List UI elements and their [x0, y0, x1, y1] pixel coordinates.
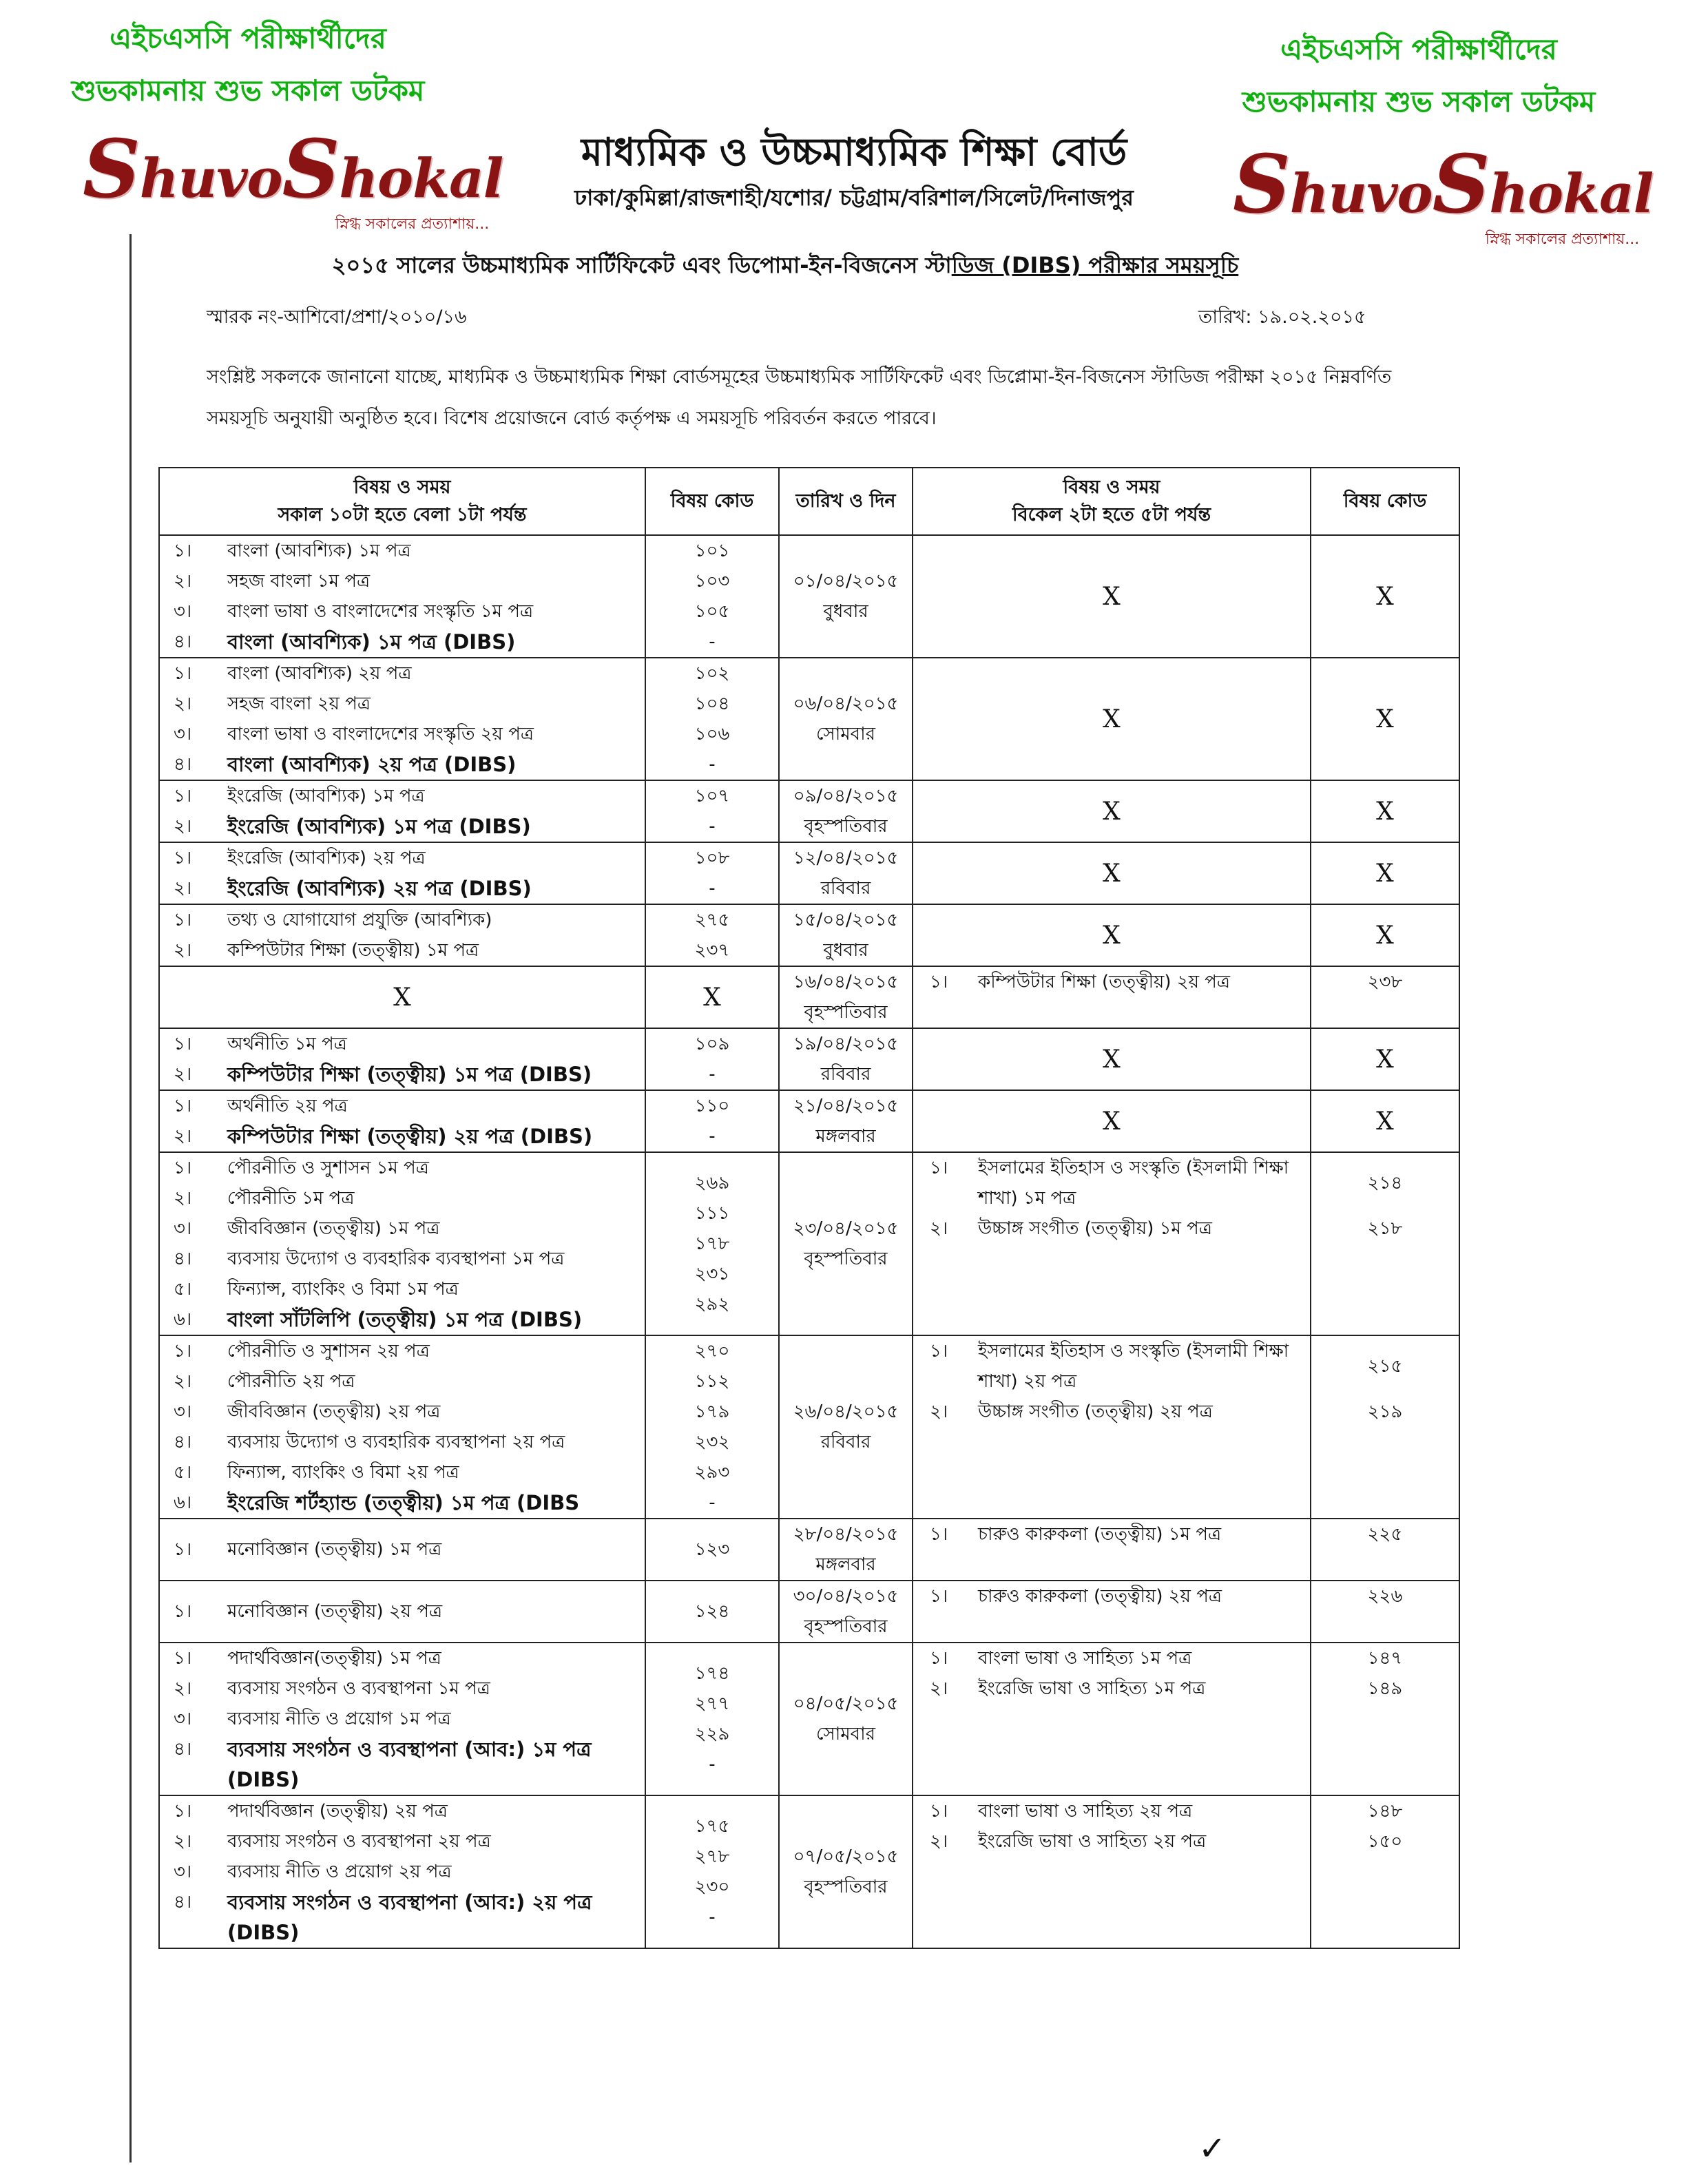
- morning-codes: [645, 1643, 779, 1795]
- board-cities: ঢাকা/কুমিল্লা/রাজশাহী/যশোর/ চট্টগ্রাম/বরিশাল/সিলেট/দিনাজপুর: [574, 185, 1134, 211]
- subject-code: ১০১: [694, 541, 730, 561]
- morning-subjects: [159, 780, 645, 842]
- morning-codes: [645, 1519, 779, 1581]
- subject-code: ২৭৫: [694, 910, 730, 930]
- subject-item: ৩। ব্যবসায় নীতি ও প্রয়োগ ১ম পত্র: [174, 1709, 451, 1729]
- logo-tagline: স্নিগ্ধ সকালের প্রত্যাশায়...: [1485, 231, 1640, 248]
- margin-rule: [129, 234, 132, 2162]
- afternoon-codes: [1311, 1581, 1459, 1643]
- exam-date: ২৮/০৪/২০১৫ মঙ্গলবার: [779, 1519, 913, 1581]
- afternoon-subjects: X: [913, 904, 1311, 966]
- subject-item: ২। কম্পিউটার শিক্ষা (তত্ত্বীয়) ১ম পত্র (DIBS): [174, 1063, 592, 1086]
- afternoon-codes: X: [1311, 780, 1459, 842]
- promo-text-right: [1205, 23, 1632, 128]
- afternoon-subjects: X: [913, 1090, 1311, 1152]
- intro-paragraph: সংশ্লিষ্ট সকলকে জানানো যাচ্ছে, মাধ্যমিক ও উচ্চমাধ্যমিক শিক্ষা বোর্ডসমূহের উচ্চমাধ্যমিক সার্টিফিকেট এবং ডিপ্লোমা-ইন-বিজনেস স্টাডিজ পরীক্ষা ২০১৫ নিম্নবর্ণিত সময়সূচি অনুযায়ী অনুষ্ঠিত হবে। বিশেষ প্রয়োজনে বোর্ড কর্তৃপক্ষ এ সময়সূচি পরিবর্তন করতে পারবে।: [207, 366, 1392, 429]
- table-row: [159, 1643, 1459, 1795]
- issue-date: তারিখ: ১৯.০২.২০১৫: [1198, 306, 1366, 328]
- subject-code: ১০৪: [694, 694, 730, 714]
- subject-item: ১। বাংলা (আবশ্যিক) ২য় পত্র: [174, 663, 412, 684]
- subject-item: ১। পদার্থবিজ্ঞান(তত্ত্বীয়) ১ম পত্র: [174, 1648, 441, 1669]
- exam-schedule-table: [158, 467, 1460, 1949]
- subject-item: ১। চারুও কারুকলা (তত্ত্বীয়) ১ম পত্র: [930, 1524, 1222, 1545]
- header-afternoon: বিষয় ও সময় বিকেল ২টা হতে ৫টা পর্যন্ত: [913, 468, 1311, 535]
- morning-subjects: [159, 842, 645, 904]
- morning-subjects: [159, 1090, 645, 1152]
- subject-code: ২৩১: [694, 1264, 730, 1284]
- promo-line-2: শুভকামনায় শুভ সকাল ডটকম: [71, 74, 425, 107]
- subject-code: -: [709, 632, 716, 652]
- morning-subjects: [159, 1795, 645, 1948]
- subject-item: ২। ব্যবসায় সংগঠন ও ব্যবস্থাপনা ২য় পত্র: [174, 1831, 491, 1852]
- subject-code: ২৩৭: [694, 940, 730, 961]
- afternoon-codes: X: [1311, 842, 1459, 904]
- subject-code: -: [709, 1126, 716, 1147]
- subject-item: ৪। বাংলা (আবশ্যিক) ১ম পত্র (DIBS): [174, 630, 516, 654]
- morning-subjects: [159, 1519, 645, 1581]
- table-row: [159, 1028, 1459, 1090]
- morning-codes: X: [645, 966, 779, 1028]
- subject-item: ২। কম্পিউটার শিক্ষা (তত্ত্বীয়) ২য় পত্র (DIBS): [174, 1125, 593, 1148]
- subject-item: ১। পৌরনীতি ও সুশাসন ১ম পত্র: [174, 1158, 429, 1178]
- subject-code: ১৪৭: [1367, 1648, 1403, 1669]
- afternoon-subjects: [913, 1795, 1311, 1948]
- afternoon-codes: X: [1311, 1090, 1459, 1152]
- subject-code: ২৩২: [694, 1432, 730, 1452]
- exam-date: ২১/০৪/২০১৫ মঙ্গলবার: [779, 1090, 913, 1152]
- morning-codes: [645, 1028, 779, 1090]
- afternoon-codes: X: [1311, 904, 1459, 966]
- subject-item: ২। ব্যবসায় সংগঠন ও ব্যবস্থাপনা ১ম পত্র: [174, 1678, 490, 1699]
- subject-code: ১০৮: [694, 848, 730, 868]
- subject-code: ২৭৮: [694, 1846, 730, 1867]
- subject-code: ১১০: [694, 1096, 730, 1116]
- morning-subjects: [159, 1335, 645, 1519]
- subject-code: ১৫০: [1367, 1831, 1403, 1852]
- subject-code: ২২৯: [694, 1724, 730, 1744]
- subject-code: ২২৬: [1367, 1586, 1403, 1607]
- subject-code: ২৯৩: [694, 1462, 730, 1483]
- subject-code: -: [709, 754, 716, 775]
- table-row: [159, 1152, 1459, 1335]
- subject-item: ৫। ফিন্যান্স, ব্যাংকিং ও বিমা ২য় পত্র: [174, 1462, 459, 1483]
- subject-code: -: [709, 1492, 716, 1513]
- shuvo-shokal-logo: ShuvoShokal স্নিগ্ধ সকালের প্রত্যাশায়...: [1233, 138, 1653, 253]
- afternoon-subjects: [913, 1152, 1311, 1335]
- subject-item: ৩। বাংলা ভাষা ও বাংলাদেশের সংস্কৃতি ১ম পত্র: [174, 601, 534, 622]
- table-row: [159, 1795, 1459, 1948]
- logo-tagline: স্নিগ্ধ সকালের প্রত্যাশায়...: [335, 216, 490, 233]
- exam-date: ১৯/০৪/২০১৫ রবিবার: [779, 1028, 913, 1090]
- subject-item: ৫। ফিন্যান্স, ব্যাংকিং ও বিমা ১ম পত্র: [174, 1279, 459, 1300]
- subject-item: ১। অর্থনীতি ২য় পত্র: [174, 1096, 348, 1116]
- subject-item: ৪। ব্যবসায় সংগঠন ও ব্যবস্থাপনা (আব:) ১ম পত্র (DIBS): [174, 1738, 592, 1791]
- subject-item: ২। ইংরেজি (আবশ্যিক) ১ম পত্র (DIBS): [174, 815, 531, 838]
- exam-date: ১৫/০৪/২০১৫ বুধবার: [779, 904, 913, 966]
- subject-item: ২। উচ্চাঙ্গ সংগীত (তত্ত্বীয়) ২য় পত্র: [930, 1401, 1213, 1422]
- subject-item: ১। পদার্থবিজ্ঞান (তত্ত্বীয়) ২য় পত্র: [174, 1801, 448, 1822]
- subject-item: ৪। বাংলা (আবশ্যিক) ২য় পত্র (DIBS): [174, 753, 517, 776]
- subject-item: ৩। ব্যবসায় নীতি ও প্রয়োগ ২য় পত্র: [174, 1862, 452, 1882]
- morning-subjects: [159, 1643, 645, 1795]
- promo-text-left: [55, 12, 441, 117]
- morning-codes: [645, 1335, 779, 1519]
- subject-code: ১৭৯: [694, 1401, 730, 1422]
- afternoon-subjects: [913, 1519, 1311, 1581]
- subject-code: -: [709, 1064, 716, 1085]
- exam-date: ৩০/০৪/২০১৫ বৃহস্পতিবার: [779, 1581, 913, 1643]
- exam-date: ০৭/০৫/২০১৫ বৃহস্পতিবার: [779, 1795, 913, 1948]
- subject-code: ২৩৮: [1367, 972, 1403, 992]
- header-date: তারিখ ও দিন: [779, 468, 913, 535]
- subject-code: ১০৫: [694, 601, 730, 622]
- subject-code: ২৯২: [694, 1294, 730, 1315]
- signature-mark: ✓: [1198, 2129, 1227, 2168]
- subject-item: ৬। ইংরেজি শর্টহ্যান্ড (তত্ত্বীয়) ১ম পত্র (DIBS: [174, 1491, 580, 1514]
- subject-code: ১৭৪: [694, 1663, 730, 1684]
- subject-item: ২। পৌরনীতি ১ম পত্র: [174, 1188, 355, 1209]
- subject-code: ২৩০: [694, 1877, 730, 1897]
- subject-code: ১৭৫: [694, 1816, 730, 1837]
- morning-subjects: [159, 1581, 645, 1643]
- afternoon-codes: [1311, 966, 1459, 1028]
- afternoon-subjects: [913, 966, 1311, 1028]
- shuvo-shokal-logo: ShuvoShokal স্নিগ্ধ সকালের প্রত্যাশায়...: [83, 123, 503, 238]
- exam-date: ১২/০৪/২০১৫ রবিবার: [779, 842, 913, 904]
- subject-item: ৩। জীববিজ্ঞান (তত্ত্বীয়) ২য় পত্র: [174, 1401, 441, 1422]
- subject-code: ২৬৯: [694, 1173, 730, 1194]
- board-title: মাধ্যমিক ও উচ্চমাধ্যমিক শিক্ষা বোর্ড: [581, 130, 1127, 175]
- exam-date: ০৪/০৫/২০১৫ সোমবার: [779, 1643, 913, 1795]
- subject-code: ১১১: [694, 1203, 730, 1224]
- subject-code: ১২৪: [694, 1601, 730, 1622]
- subject-item: ২। উচ্চাঙ্গ সংগীত (তত্ত্বীয়) ১ম পত্র: [930, 1218, 1212, 1239]
- subject-item: ১। ইসলামের ইতিহাস ও সংস্কৃতি (ইসলামী শিক্ষা শাখা) ১ম পত্র: [930, 1158, 1289, 1209]
- promo-line-1: এইচএসসি পরীক্ষার্থীদের: [1280, 32, 1557, 66]
- morning-subjects: [159, 1152, 645, 1335]
- subject-code: ২১৫: [1367, 1356, 1403, 1377]
- table-row: [159, 842, 1459, 904]
- afternoon-codes: [1311, 1335, 1459, 1519]
- subject-item: ২। ইংরেজি ভাষা ও সাহিত্য ১ম পত্র: [930, 1678, 1206, 1699]
- afternoon-codes: X: [1311, 535, 1459, 658]
- morning-codes: [645, 842, 779, 904]
- afternoon-subjects: [913, 1581, 1311, 1643]
- table-row: [159, 1581, 1459, 1643]
- subject-code: ২১৪: [1367, 1173, 1403, 1194]
- subject-item: ১। তথ্য ও যোগাযোগ প্রযুক্তি (আবশ্যিক): [174, 910, 492, 930]
- subject-item: ২। পৌরনীতি ২য় পত্র: [174, 1371, 355, 1392]
- morning-codes: [645, 1090, 779, 1152]
- exam-date: ০৬/০৪/২০১৫ সোমবার: [779, 658, 913, 780]
- table-row: [159, 535, 1459, 658]
- subject-code: ১০৩: [694, 571, 730, 592]
- table-row: [159, 966, 1459, 1028]
- exam-date: ০৯/০৪/২০১৫ বৃহস্পতিবার: [779, 780, 913, 842]
- subject-code: ১২৩: [694, 1539, 730, 1560]
- afternoon-subjects: X: [913, 658, 1311, 780]
- table-row: [159, 658, 1459, 780]
- table-header-row: [159, 468, 1459, 535]
- subject-item: ১। মনোবিজ্ঞান (তত্ত্বীয়) ১ম পত্র: [174, 1539, 442, 1560]
- subject-code: ১৪৯: [1367, 1678, 1403, 1699]
- subject-item: ২। কম্পিউটার শিক্ষা (তত্ত্বীয়) ১ম পত্র: [174, 940, 479, 961]
- afternoon-subjects: X: [913, 1028, 1311, 1090]
- subject-code: ১৪৮: [1367, 1801, 1403, 1822]
- afternoon-codes: X: [1311, 658, 1459, 780]
- afternoon-subjects: X: [913, 842, 1311, 904]
- morning-codes: [645, 1152, 779, 1335]
- subject-code: ১৭৮: [694, 1233, 730, 1254]
- subject-item: ৬। বাংলা সাঁটলিপি (তত্ত্বীয়) ১ম পত্র (DIBS): [174, 1308, 583, 1331]
- subject-item: ২। ইংরেজি (আবশ্যিক) ২য় পত্র (DIBS): [174, 877, 532, 900]
- promo-line-1: এইচএসসি পরীক্ষার্থীদের: [110, 21, 386, 55]
- morning-codes: [645, 535, 779, 658]
- table-row: [159, 1090, 1459, 1152]
- table-row: [159, 904, 1459, 966]
- morning-subjects: X: [159, 966, 645, 1028]
- afternoon-subjects: [913, 1643, 1311, 1795]
- morning-codes: [645, 1581, 779, 1643]
- subject-code: ১০৭: [694, 786, 730, 806]
- subject-item: ৩। জীববিজ্ঞান (তত্ত্বীয়) ১ম পত্র: [174, 1218, 440, 1239]
- subject-item: ৩। বাংলা ভাষা ও বাংলাদেশের সংস্কৃতি ২য় পত্র: [174, 724, 534, 744]
- subject-item: ১। বাংলা (আবশ্যিক) ১ম পত্র: [174, 541, 411, 561]
- exam-date: ২৩/০৪/২০১৫ বৃহস্পতিবার: [779, 1152, 913, 1335]
- afternoon-subjects: X: [913, 535, 1311, 658]
- header-code-2: বিষয় কোড: [1311, 468, 1459, 535]
- subject-item: ২। ইংরেজি ভাষা ও সাহিত্য ২য় পত্র: [930, 1831, 1207, 1852]
- subject-item: ১। বাংলা ভাষা ও সাহিত্য ১ম পত্র: [930, 1648, 1192, 1669]
- subject-item: ২। সহজ বাংলা ২য় পত্র: [174, 694, 371, 714]
- subject-item: ১। পৌরনীতি ও সুশাসন ২য় পত্র: [174, 1341, 430, 1362]
- afternoon-codes: [1311, 1643, 1459, 1795]
- subject-code: ২১৯: [1367, 1401, 1403, 1422]
- subject-item: ৪। ব্যবসায় সংগঠন ও ব্যবস্থাপনা (আব:) ২য় পত্র (DIBS): [174, 1890, 592, 1944]
- subject-item: ১। চারুও কারুকলা (তত্ত্বীয়) ২য় পত্র: [930, 1586, 1222, 1607]
- morning-subjects: [159, 904, 645, 966]
- morning-codes: [645, 780, 779, 842]
- subject-item: ১। কম্পিউটার শিক্ষা (তত্ত্বীয়) ২য় পত্র: [930, 972, 1231, 992]
- morning-codes: [645, 658, 779, 780]
- afternoon-subjects: X: [913, 780, 1311, 842]
- subject-item: ১। ইংরেজি (আবশ্যিক) ২য় পত্র: [174, 848, 426, 868]
- subject-item: ২। সহজ বাংলা ১ম পত্র: [174, 571, 371, 592]
- subject-code: ১০৯: [694, 1034, 730, 1054]
- subject-code: ১১২: [694, 1371, 730, 1392]
- subject-code: ২১৮: [1367, 1218, 1403, 1239]
- subject-item: ৪। ব্যবসায় উদ্যোগ ও ব্যবহারিক ব্যবস্থাপনা ১ম পত্র: [174, 1249, 565, 1269]
- subject-item: ১। মনোবিজ্ঞান (তত্ত্বীয়) ২য় পত্র: [174, 1601, 443, 1622]
- afternoon-codes: X: [1311, 1028, 1459, 1090]
- afternoon-codes: [1311, 1795, 1459, 1948]
- memo-number: স্মারক নং-আশিবো/প্রশা/২০১০/১৬: [207, 306, 467, 328]
- subject-item: ১। বাংলা ভাষা ও সাহিত্য ২য় পত্র: [930, 1801, 1193, 1822]
- subject-item: ১। ইংরেজি (আবশ্যিক) ১ম পত্র: [174, 786, 425, 806]
- subject-code: -: [709, 816, 716, 837]
- exam-date: ২৬/০৪/২০১৫ রবিবার: [779, 1335, 913, 1519]
- header-morning: বিষয় ও সময় সকাল ১০টা হতে বেলা ১টা পর্যন্ত: [159, 468, 645, 535]
- subject-code: ২৭৭: [694, 1693, 730, 1714]
- promo-line-2: শুভকামনায় শুভ সকাল ডটকম: [1242, 85, 1596, 118]
- subject-item: ৪। ব্যবসায় উদ্যোগ ও ব্যবহারিক ব্যবস্থাপনা ২য় পত্র: [174, 1432, 565, 1452]
- subject-item: ১। অর্থনীতি ১ম পত্র: [174, 1034, 347, 1054]
- subject-code: -: [709, 878, 716, 899]
- afternoon-subjects: [913, 1335, 1311, 1519]
- table-row: [159, 1519, 1459, 1581]
- exam-date: ০১/০৪/২০১৫ বুধবার: [779, 535, 913, 658]
- subject-code: ১০৬: [694, 724, 730, 744]
- header-code: বিষয় কোড: [645, 468, 779, 535]
- morning-codes: [645, 1795, 779, 1948]
- subject-code: ২৭০: [694, 1341, 730, 1362]
- subject-code: -: [709, 1754, 716, 1775]
- morning-subjects: [159, 535, 645, 658]
- morning-subjects: [159, 1028, 645, 1090]
- subject-item: ১। ইসলামের ইতিহাস ও সংস্কৃতি (ইসলামী শিক্ষা শাখা) ২য় পত্র: [930, 1341, 1289, 1392]
- afternoon-codes: [1311, 1152, 1459, 1335]
- subject-code: ১০২: [694, 663, 730, 684]
- afternoon-codes: [1311, 1519, 1459, 1581]
- schedule-title: ২০১৫ সালের উচ্চমাধ্যমিক সার্টিফিকেট এবং ডিপোমা-ইন-বিজনেস স্টাডিজ (DIBS) পরীক্ষার সময়সূচি: [331, 252, 1239, 278]
- subject-code: ২২৫: [1367, 1524, 1403, 1545]
- morning-subjects: [159, 658, 645, 780]
- morning-codes: [645, 904, 779, 966]
- exam-date: ১৬/০৪/২০১৫ বৃহস্পতিবার: [779, 966, 913, 1028]
- table-row: [159, 780, 1459, 842]
- subject-code: -: [709, 1907, 716, 1928]
- table-row: [159, 1335, 1459, 1519]
